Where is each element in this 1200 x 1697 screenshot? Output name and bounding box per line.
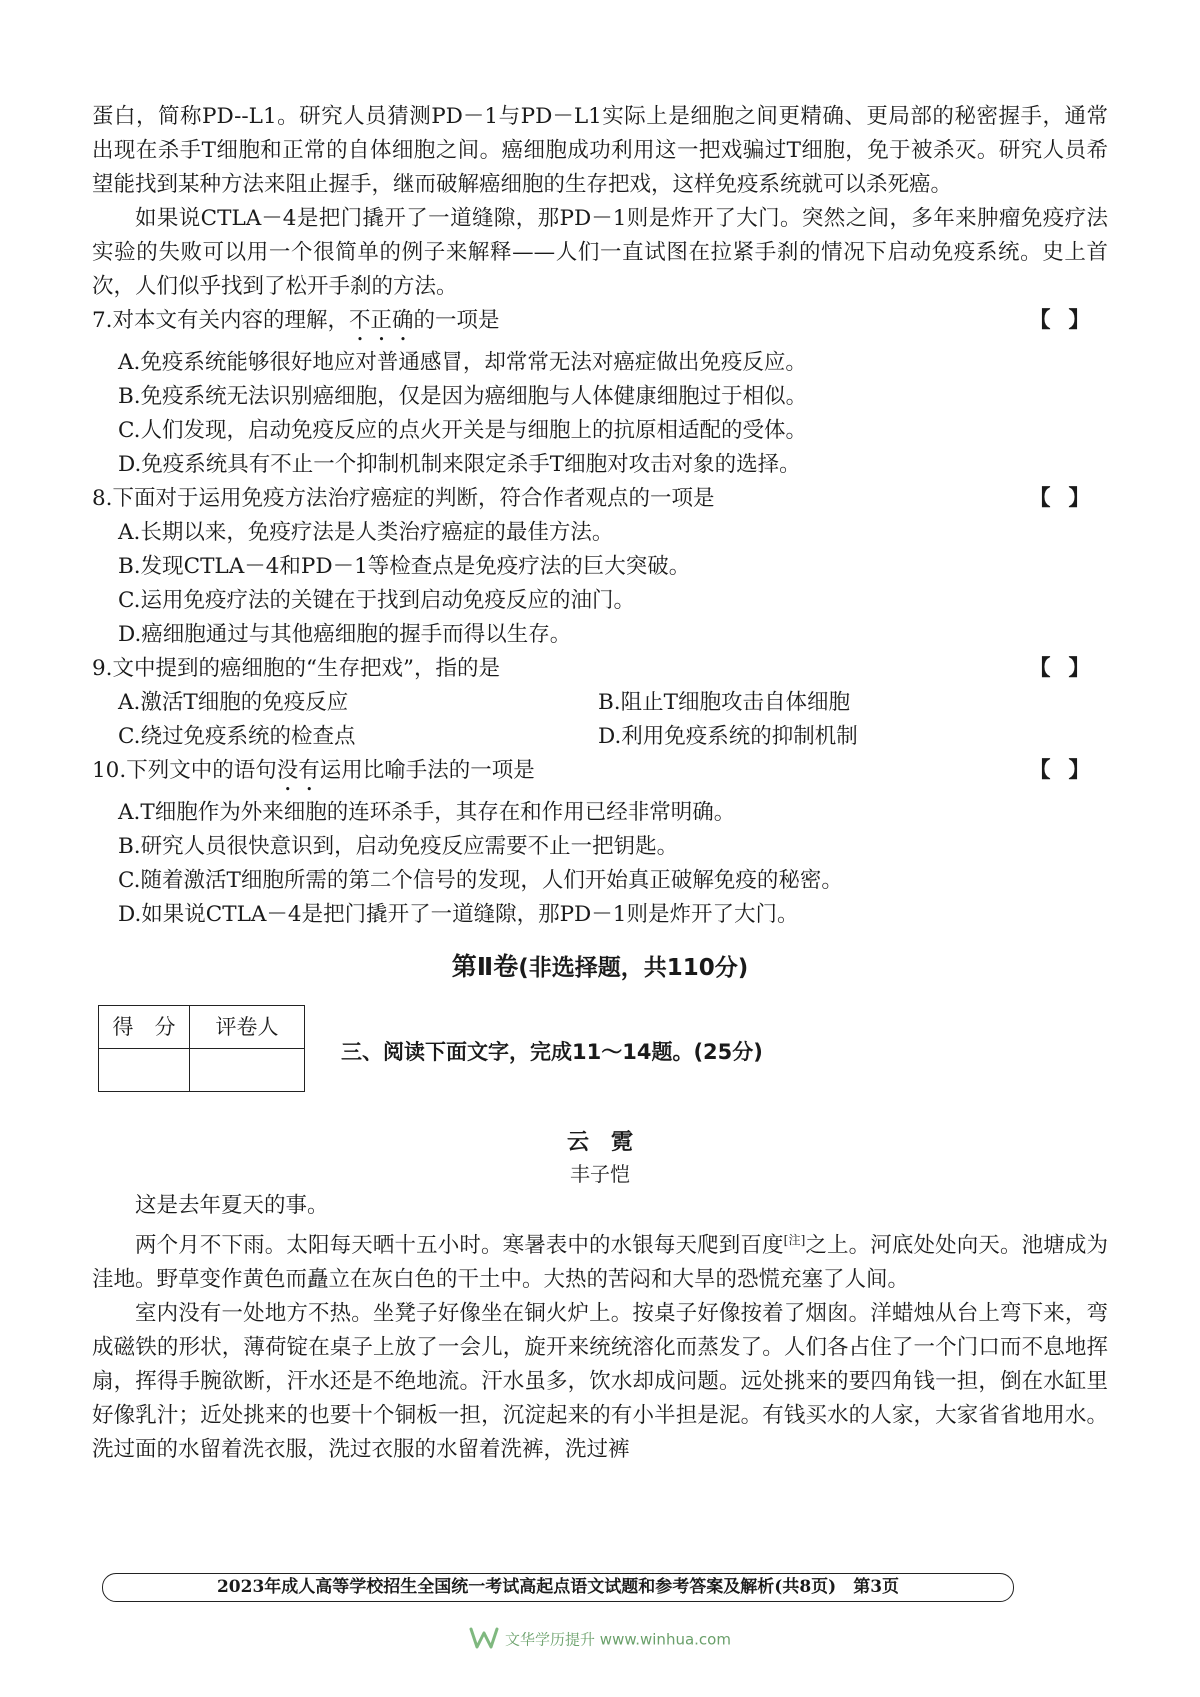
q7-stem-emphasis: 不正确: [349, 308, 414, 333]
q7-option-b: B.免疫系统无法识别癌细胞，仅是因为癌细胞与人体健康细胞过于相似。: [118, 384, 808, 409]
winhua-logo-icon: [469, 1627, 499, 1653]
article-author: 丰子恺: [570, 1162, 630, 1186]
q10-stem-post: 运用比喻手法的一项是: [319, 758, 535, 783]
question-10: [92, 754, 1108, 796]
p2-text-pre: 两个月不下雨。太阳每天晒十五小时。寒暑表中的水银每天爬到百度: [135, 1233, 784, 1259]
question-9: [92, 652, 1108, 686]
volume-title: [92, 950, 1108, 985]
score-header: 得 分: [99, 1006, 190, 1049]
q10-option-c: C.随着激活T细胞所需的第二个信号的发现，人们开始真正破解免疫的秘密。: [118, 868, 843, 893]
q9-option-a: A.激活T细胞的免疫反应: [118, 690, 349, 715]
p2-text-post: 之上。河底处处向天。池塘成为洼地。野草变作黄色而矗立在灰白色的干土中。大热的苦闷和大旱的恐慌充塞了人间。: [92, 1233, 1108, 1293]
q8-stem: 8.下面对于运用免疫方法治疗癌症的判断，符合作者观点的一项是: [92, 486, 715, 511]
intro-paragraph-1: 蛋白，简称PD--L1。研究人员猜测PD－1与PD－L1实际上是细胞之间更精确、更局部的秘密握手，通常出现在杀手T细胞和正常的自体细胞之间。癌细胞成功利用这一把戏骗过T细胞，免于被杀灭。研究人员希望能找到某种方法来阻止握手，继而破解癌细胞的生存把戏，这样免疫系统就可以杀死癌。: [92, 104, 1108, 197]
grader-header: 评卷人: [190, 1006, 305, 1049]
q8-option-d: D.癌细胞通过与其他癌细胞的握手而得以生存。: [118, 622, 572, 647]
answer-bracket[interactable]: 【】: [1028, 758, 1108, 783]
q10-stem-emphasis: 没有: [276, 758, 320, 783]
question-7: [92, 304, 1108, 346]
q9-options-row-2: [92, 720, 1108, 754]
q7-stem-pre: 7.对本文有关内容的理解，: [92, 308, 350, 333]
q9-option-b: B.阻止T细胞攻击自体细胞: [598, 690, 850, 715]
q10-option-b: B.研究人员很快意识到，启动免疫反应需要不止一把钥匙。: [118, 834, 679, 859]
q10-option-a: A.T细胞作为外来细胞的连环杀手，其存在和作用已经非常明确。: [118, 800, 736, 825]
answer-bracket[interactable]: 【】: [1028, 308, 1108, 333]
article-title: 云 霓: [566, 1130, 633, 1155]
score-table: [98, 1005, 305, 1092]
volume-title-sub: (非选择题，共110分): [518, 955, 749, 981]
q7-stem-post: 的一项是: [413, 308, 500, 333]
q8-option-c: C.运用免疫疗法的关键在于找到启动免疫反应的油门。: [118, 588, 636, 613]
q8-option-b: B.发现CTLA－4和PD－1等检查点是免疫疗法的巨大突破。: [118, 554, 691, 579]
q9-options-row-1: [92, 686, 1108, 720]
volume-title-main: 第Ⅱ卷: [451, 952, 519, 981]
score-cell[interactable]: [99, 1049, 190, 1092]
q10-option-d: D.如果说CTLA－4是把门撬开了一道缝隙，那PD－1则是炸开了大门。: [118, 902, 799, 927]
page-content: [92, 100, 1108, 1467]
q10-stem-pre: 10.下列文中的语句: [92, 758, 277, 783]
q9-stem: 9.文中提到的癌细胞的“生存把戏”，指的是: [92, 656, 500, 681]
article-paragraph-2: [92, 1223, 1108, 1297]
q8-option-a: A.长期以来，免疫疗法是人类治疗癌症的最佳方法。: [118, 520, 614, 545]
score-block: [92, 1005, 1108, 1101]
question-8: [92, 482, 1108, 516]
q9-option-c: C.绕过免疫系统的检查点: [118, 724, 356, 749]
watermark: [0, 1627, 1200, 1653]
watermark-text: 文华学历提升 www.winhua.com: [505, 1630, 731, 1649]
footnote-marker: [注]: [783, 1233, 806, 1247]
article-paragraph-1: 这是去年夏天的事。: [135, 1193, 329, 1218]
intro-paragraph-2: 如果说CTLA－4是把门撬开了一道缝隙，那PD－1则是炸开了大门。突然之间，多年来肿瘤免疫疗法实验的失败可以用一个很简单的例子来解释——人们一直试图在拉紧手刹的情况下启动免疫系统。史上首次，人们似乎找到了松开手刹的方法。: [92, 206, 1108, 299]
page-footer: 2023年成人高等学校招生全国统一考试高起点语文试题和参考答案及解析(共8页) 第3页: [102, 1573, 1014, 1602]
q7-option-a: A.免疫系统能够很好地应对普通感冒，却常常无法对癌症做出免疫反应。: [118, 350, 807, 375]
q7-option-c: C.人们发现，启动免疫反应的点火开关是与细胞上的抗原相适配的受体。: [118, 418, 808, 443]
article-paragraph-3: 室内没有一处地方不热。坐凳子好像坐在铜火炉上。按桌子好像按着了烟囱。洋蜡烛从台上弯下来，弯成磁铁的形状，薄荷锭在桌子上放了一会儿，旋开来统统溶化而蒸发了。人们各占住了一个门口而不息地挥扇，挥得手腕欲断，汗水还是不绝地流。汗水虽多，饮水却成问题。远处挑来的要四角钱一担，倒在水缸里好像乳汁；近处挑来的也要十个铜板一担，沉淀起来的有小半担是泥。有钱买水的人家，大家省省地用水。洗过面的水留着洗衣服，洗过衣服的水留着洗裤，洗过裤: [92, 1301, 1108, 1463]
q7-option-d: D.免疫系统具有不止一个抑制机制来限定杀手T细胞对攻击对象的选择。: [118, 452, 801, 477]
grader-cell[interactable]: [190, 1049, 305, 1092]
answer-bracket[interactable]: 【】: [1028, 656, 1108, 681]
q9-option-d: D.利用免疫系统的抑制机制: [598, 724, 858, 749]
answer-bracket[interactable]: 【】: [1028, 486, 1108, 511]
section-3-title: 三、阅读下面文字，完成11～14题。(25分): [341, 1040, 763, 1064]
